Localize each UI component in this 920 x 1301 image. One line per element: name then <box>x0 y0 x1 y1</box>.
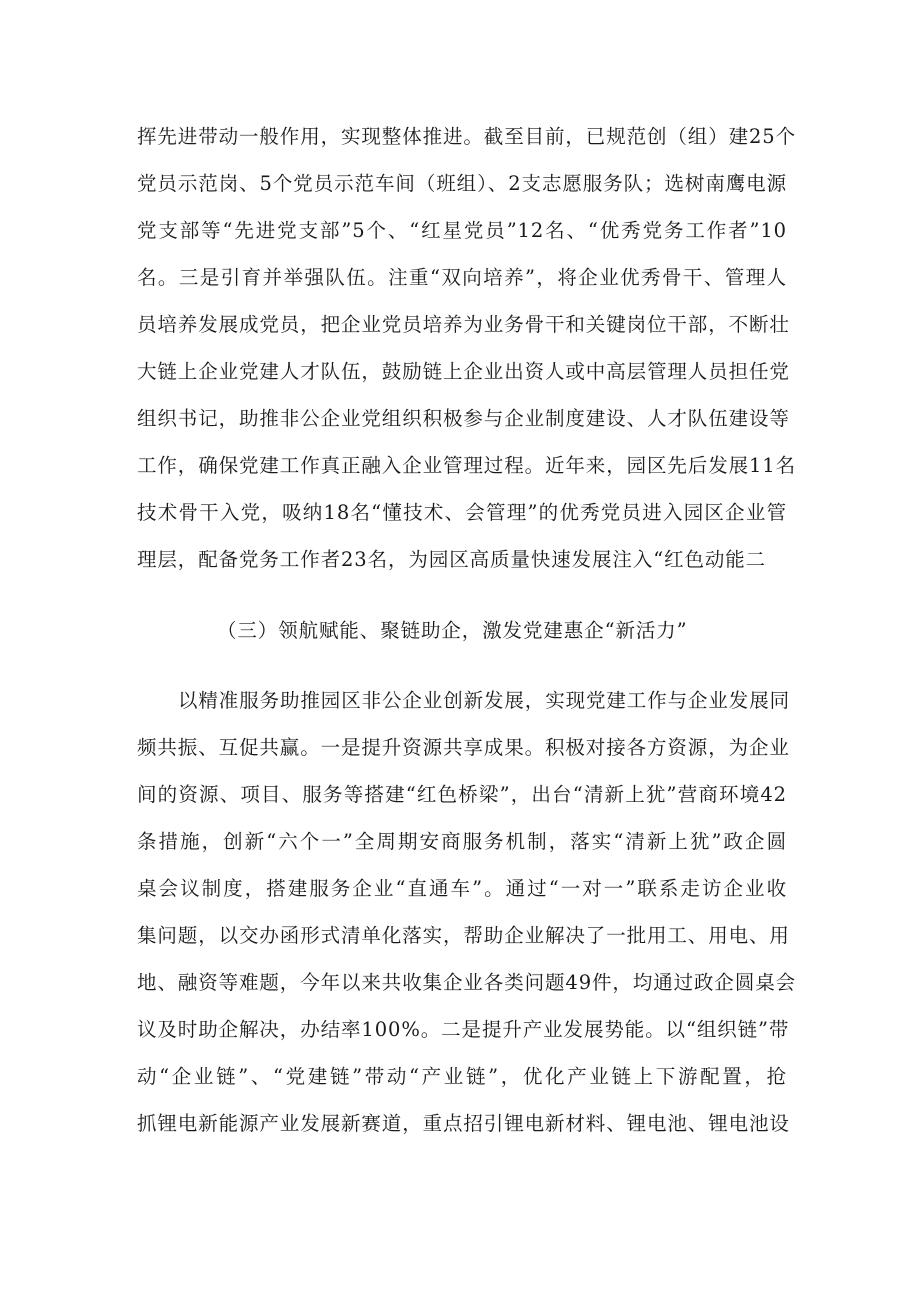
paragraph-1-line-10: 理层，配备党务工作者23名，为园区高质量快速发展注入“红色动能二 <box>137 548 767 571</box>
paragraph-1-line-9: 技术骨干入党，吸纳18名“懂技术、会管理”的优秀党员进入园区企业管 <box>137 501 787 524</box>
paragraph-1-line-5: 员培养发展成党员，把企业党员培养为业务骨干和关键岗位干部，不断壮 <box>137 313 790 336</box>
paragraph-2-line-7: 地、融资等难题，今年以来共收集企业各类问题49件，均通过政企圆桌会 <box>137 971 797 994</box>
paragraph-1-line-8: 工作，确保党建工作真正融入企业管理过程。近年来，园区先后发展11名 <box>137 454 797 477</box>
section-heading: （三）领航赋能、聚链助企，激发党建惠企“新活力” <box>217 619 688 642</box>
paragraph-2-line-6: 集问题，以交办函形式清单化落实，帮助企业解决了一批用工、用电、用 <box>137 924 790 947</box>
paragraph-1-line-1: 挥先进带动一般作用，实现整体推进。截至目前，已规范创（组）建25个 <box>137 125 797 148</box>
paragraph-2-line-8: 议及时助企解决，办结率100%。二是提升产业发展势能。以“组织链”带 <box>137 1018 790 1041</box>
paragraph-1-line-6: 大链上企业党建人才队伍，鼓励链上企业出资人或中高层管理人员担任党 <box>137 360 790 383</box>
paragraph-2-line-3: 间的资源、项目、服务等搭建“红色桥梁”，出台“清新上犹”营商环境42 <box>137 783 787 806</box>
paragraph-2-line-4: 条措施，创新“六个一”全周期安商服务机制，落实“清新上犹”政企圆 <box>137 830 787 853</box>
paragraph-2-line-5: 桌会议制度，搭建服务企业“直通车”。通过“一对一”联系走访企业收 <box>137 877 787 900</box>
paragraph-2-line-9: 动“企业链”、“党建链”带动“产业链”，优化产业链上下游配置，抢 <box>137 1065 787 1088</box>
paragraph-1-line-2: 党员示范岗、5个党员示范车间（班组）、2支志愿服务队；选树南鹰电源 <box>137 172 787 195</box>
paragraph-1-line-3: 党支部等“先进党支部”5个、“红星党员”12名、“优秀党务工作者”10 <box>137 219 787 242</box>
paragraph-2-line-10: 抓锂电新能源产业发展新赛道，重点招引锂电新材料、锂电池、锂电池设 <box>137 1112 790 1135</box>
paragraph-1-line-7: 组织书记，助推非公企业党组织积极参与企业制度建设、人才队伍建设等 <box>137 407 790 430</box>
paragraph-2-line-2: 频共振、互促共赢。一是提升资源共享成果。积极对接各方资源，为企业 <box>137 736 790 759</box>
paragraph-2-line-1: 以精准服务助推园区非公企业创新发展，实现党建工作与企业发展同 <box>178 689 791 712</box>
paragraph-1-line-4: 名。三是引育并举强队伍。注重“双向培养”，将企业优秀骨干、管理人 <box>137 266 787 289</box>
